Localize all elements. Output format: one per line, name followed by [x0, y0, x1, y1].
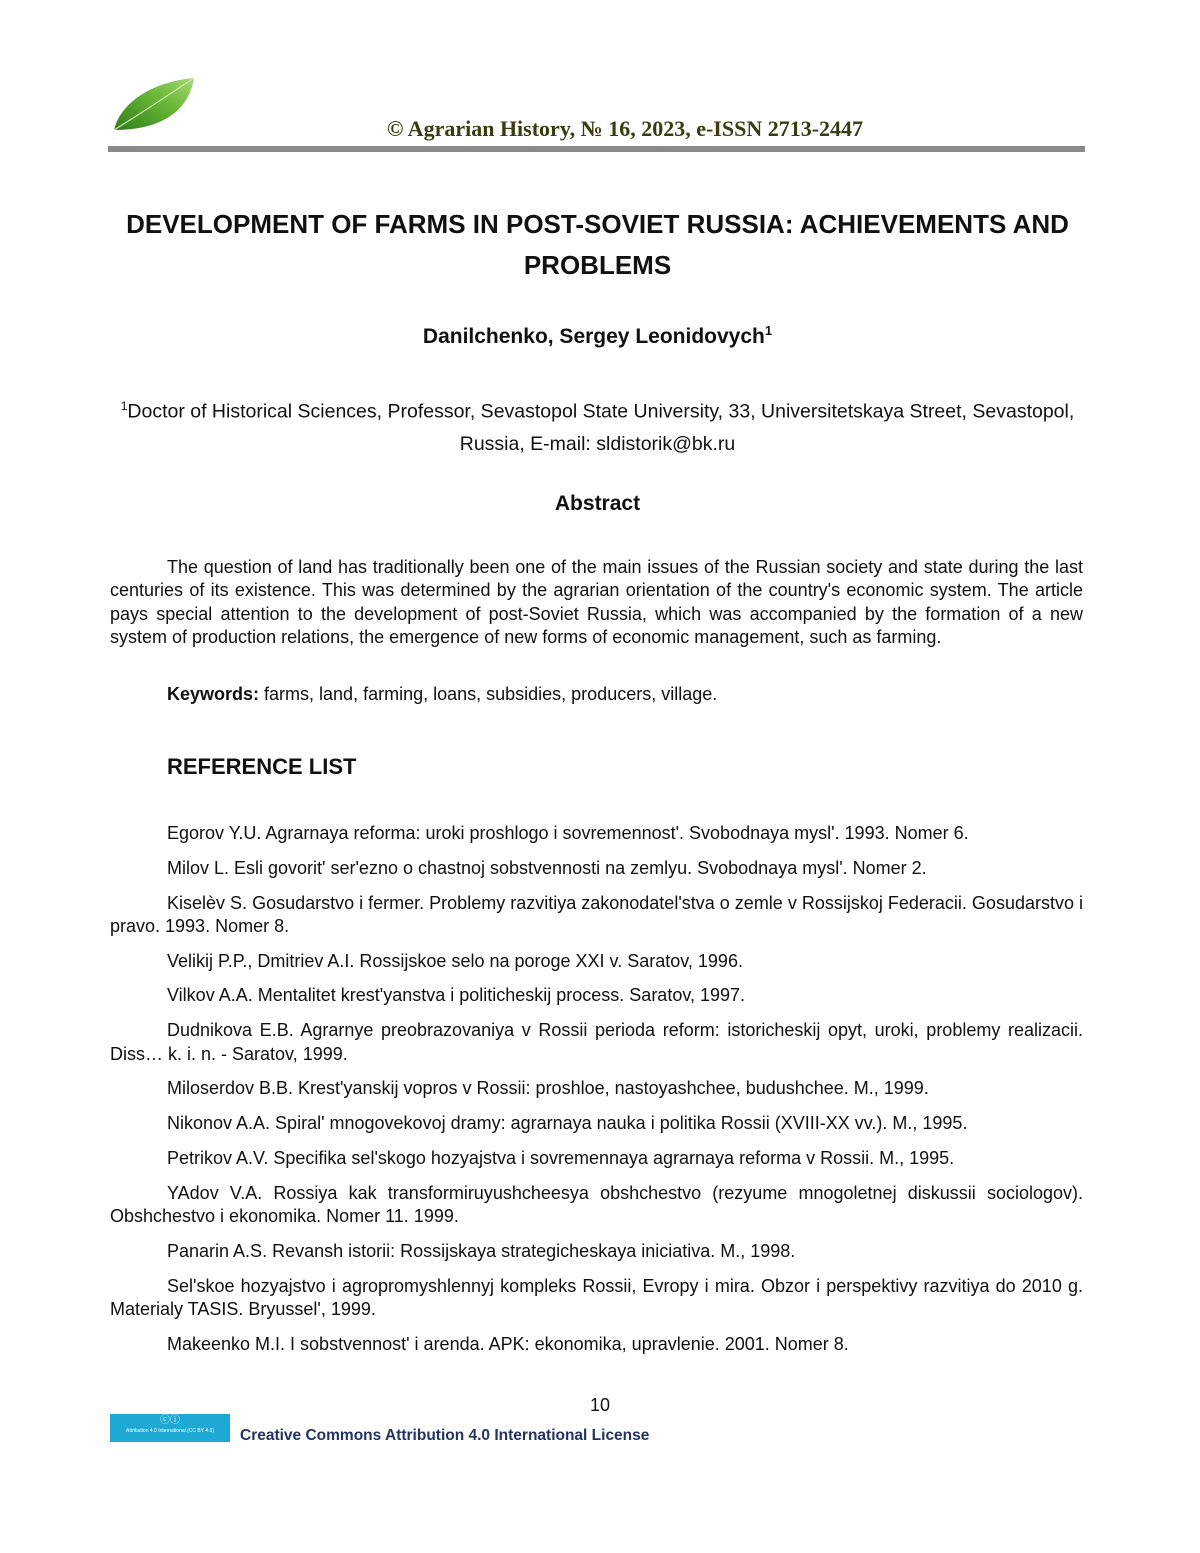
- reference-item: Velikij P.P., Dmitriev A.I. Rossijskoe selo na poroge XXI v. Saratov, 1996.: [167, 950, 743, 971]
- reference-item: Vilkov A.A. Mentalitet krest'yanstva i politicheskij process. Saratov, 1997.: [167, 985, 746, 1006]
- reference-item: Kiselèv S. Gosudarstvo i fermer. Problemy razvitiya zakonodatel'stva o zemle v Rossijskoj Federacii. Gosudarstvo i pravo. 1993. Nomer 8.: [110, 892, 1083, 936]
- author-sup: 1: [764, 323, 773, 338]
- abstract-heading: Abstract: [554, 492, 641, 515]
- paper-title: DEVELOPMENT OF FARMS IN POST-SOVIET RUSSIA: ACHIEVEMENTS AND PROBLEMS: [126, 209, 1069, 280]
- reference-item: Petrikov A.V. Specifika sel'skogo hozyajstva i sovremennaya agrarnaya reforma v Rossii. M., 1995.: [167, 1147, 955, 1168]
- reference-item: Miloserdov B.B. Krest'yanskij vopros v Rossii: proshloe, nastoyashchee, budushchee. M., 1999.: [167, 1078, 929, 1099]
- affiliation-text: Doctor of Historical Sciences, Professor, Sevastopol State University, 33, Universitetskaya Street, Sevastopol, Russia, E-mail: sldistorik@bk.ru: [127, 400, 1075, 455]
- keywords: [110, 683, 1083, 706]
- reference-item: Nikonov A.A. Spiral' mnogovekovoj dramy: agrarnaya nauka i politika Rossii (XVIII-XX vv.). M., 1995.: [167, 1113, 968, 1134]
- reference-item: Makeenko M.I. I sobstvennost' i arenda. APK: ekonomika, upravlenie. 2001. Nomer 8.: [167, 1333, 849, 1354]
- reference-item: Milov L. Esli govorit' ser'ezno o chastnoj sobstvennosti na zemlyu. Svobodnaya mysl'. Nomer 2.: [167, 857, 927, 878]
- affiliation-sup: 1: [120, 399, 128, 413]
- reference-list-heading: REFERENCE LIST: [167, 754, 357, 779]
- keywords-list: farms, land, farming, loans, subsidies, producers, village.: [259, 684, 718, 704]
- affiliation: [110, 390, 1085, 460]
- author-name: Danilchenko, Sergey Leonidovych: [422, 325, 765, 348]
- cc-by-badge[interactable]: [110, 1414, 230, 1442]
- reference-item: Dudnikova E.B. Agrarnye preobrazovaniya v Rossii perioda reform: istoricheskij opyt, uroki, problemy realizacii. Diss… k. i. n. - Saratov, 1999.: [110, 1020, 1083, 1064]
- keywords-label: Keywords:: [167, 684, 260, 704]
- author: [110, 323, 1085, 349]
- abstract-text: The question of land has traditionally been one of the main issues of the Russian society and state during the last centuries of its existence. This was determined by the agrarian orientation of the country's economic system. The article pays special attention to the development of post-Soviet Russia, which was accompanied by the formation of a new system of production relations, the emergence of new forms of economic management, such as farming.: [110, 557, 1083, 647]
- license-link[interactable]: Creative Commons Attribution 4.0 International License: [240, 1427, 650, 1444]
- reference-item: YAdov V.A. Rossiya kak transformiruyushcheesya obshchestvo (rezyume mnogoletnej diskussii sociologov). Obshchestvo i ekonomika. Nomer 11. 1999.: [110, 1182, 1083, 1227]
- header-divider: [108, 146, 1085, 152]
- reference-item: Sel'skoe hozyajstvo i agropromyshlennyj kompleks Rossii, Evropy i mira. Obzor i perspektivy razvitiya do 2010 g. Materialy TASIS. Bryussel', 1999.: [110, 1275, 1083, 1319]
- reference-list: [110, 822, 1083, 1368]
- page-number: 10: [589, 1395, 611, 1415]
- reference-item: Egorov Y.U. Agrarnaya reforma: uroki proshlogo i sovremennost'. Svobodnaya mysl'. 1993. Nomer 6.: [167, 823, 969, 843]
- cc-icon: ⓒⓘ: [160, 1415, 180, 1426]
- cc-badge-text: Attribution 4.0 International (CC BY 4.0): [125, 1428, 214, 1434]
- journal-header: © Agrarian History, № 16, 2023, e-ISSN 2713-2447: [386, 116, 864, 141]
- reference-item: Panarin A.S. Revansh istorii: Rossijskaya strategicheskaya iniciativa. M., 1998.: [167, 1240, 796, 1261]
